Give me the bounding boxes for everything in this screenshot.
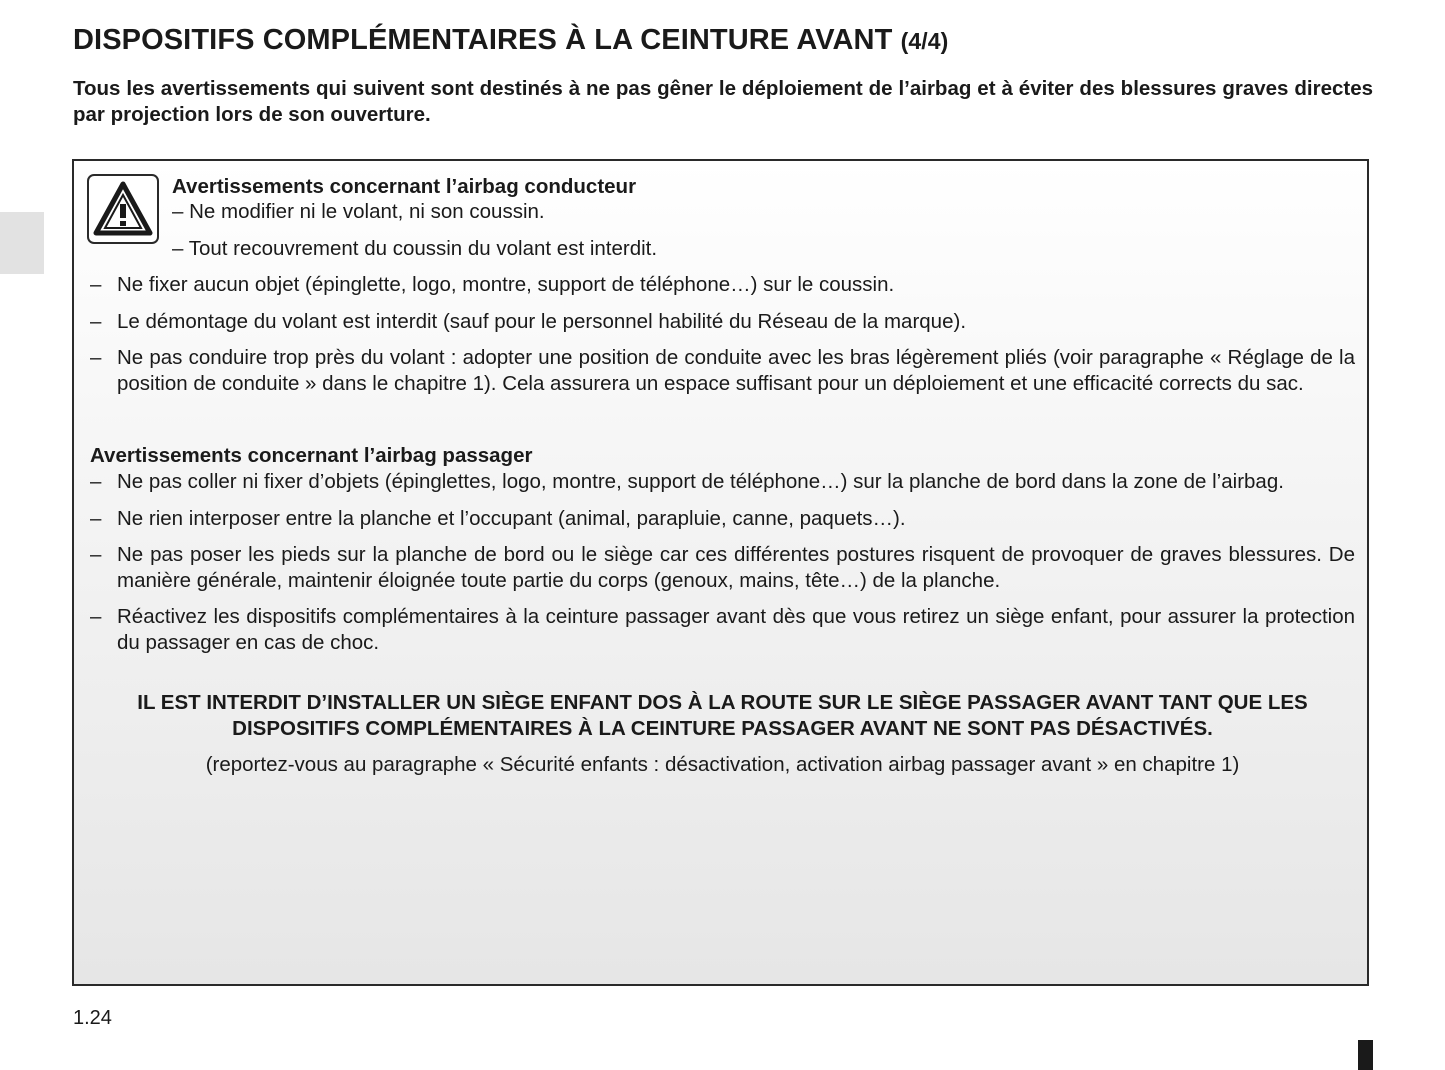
list-item: – Ne pas poser les pieds sur la planche de bord ou le siège car ces différentes postures risquent de provoquer de graves blessures. De manière générale, maintenir éloignée toute partie du corps (genoux, mains, tête…) de la planche. — [90, 542, 1355, 593]
chapter-tab — [0, 212, 44, 274]
list-item: – Ne rien interposer entre la planche et l’occupant (animal, parapluie, canne, paquets…). — [90, 506, 1355, 532]
list-item: – Le démontage du volant est interdit (sauf pour le personnel habilité du Réseau de la marque). — [90, 309, 1355, 335]
intro-paragraph: Tous les avertissements qui suivent sont destinés à ne pas gêner le déploiement de l’airbag et à éviter des blessures graves directes par projection lors de son ouverture. — [73, 77, 1373, 126]
child-seat-reference-note: (reportez-vous au paragraphe « Sécurité enfants : désactivation, activation airbag passager avant » en chapitre 1) — [205, 753, 1240, 776]
driver-warning-line: – Ne modifier ni le volant, ni son coussin. — [172, 200, 545, 223]
driver-warning-line: – Tout recouvrement du coussin du volant est interdit. — [172, 237, 658, 260]
child-seat-warning: IL EST INTERDIT D’INSTALLER UN SIÈGE ENFANT DOS À LA ROUTE SUR LE SIÈGE PASSAGER AVANT TANT QUE LES DISPOSITIFS COMPLÉMENTAIRES À LA CEINTURE PASSAGER AVANT NE SONT PAS DÉSACTIVÉS. — [137, 691, 1308, 740]
passenger-warning-list — [90, 469, 1355, 666]
list-item: – Ne fixer aucun objet (épinglette, logo, montre, support de téléphone…) sur le coussin. — [90, 272, 1355, 298]
driver-airbag-heading: Avertissements concernant l’airbag conducteur — [172, 175, 637, 198]
page-title-main: DISPOSITIFS COMPLÉMENTAIRES À LA CEINTURE AVANT — [73, 24, 893, 56]
warning-triangle-icon — [87, 174, 159, 244]
driver-warning-list — [90, 272, 1355, 407]
list-item: – Réactivez les dispositifs complémentaires à la ceinture passager avant dès que vous retirez un siège enfant, pour assurer la protection du passager en cas de choc. — [90, 604, 1355, 655]
page-number: 1.24 — [73, 1007, 112, 1029]
page-title-part: (4/4) — [900, 28, 949, 54]
list-item: – Ne pas coller ni fixer d’objets (épinglettes, logo, montre, support de téléphone…) sur la planche de bord dans la zone de l’airbag. — [90, 469, 1355, 495]
list-item: – Ne pas conduire trop près du volant : adopter une position de conduite avec les bras légèrement pliés (voir paragraphe « Réglage de la position de conduite » dans le chapitre 1). Cela assurera un espace suffisant pour un déploiement et une efficacité corrects du sac. — [90, 345, 1355, 396]
passenger-airbag-heading: Avertissements concernant l’airbag passager — [90, 444, 533, 467]
page-title — [73, 24, 948, 57]
page-corner-mark — [1358, 1040, 1373, 1070]
warning-box — [72, 159, 1369, 986]
